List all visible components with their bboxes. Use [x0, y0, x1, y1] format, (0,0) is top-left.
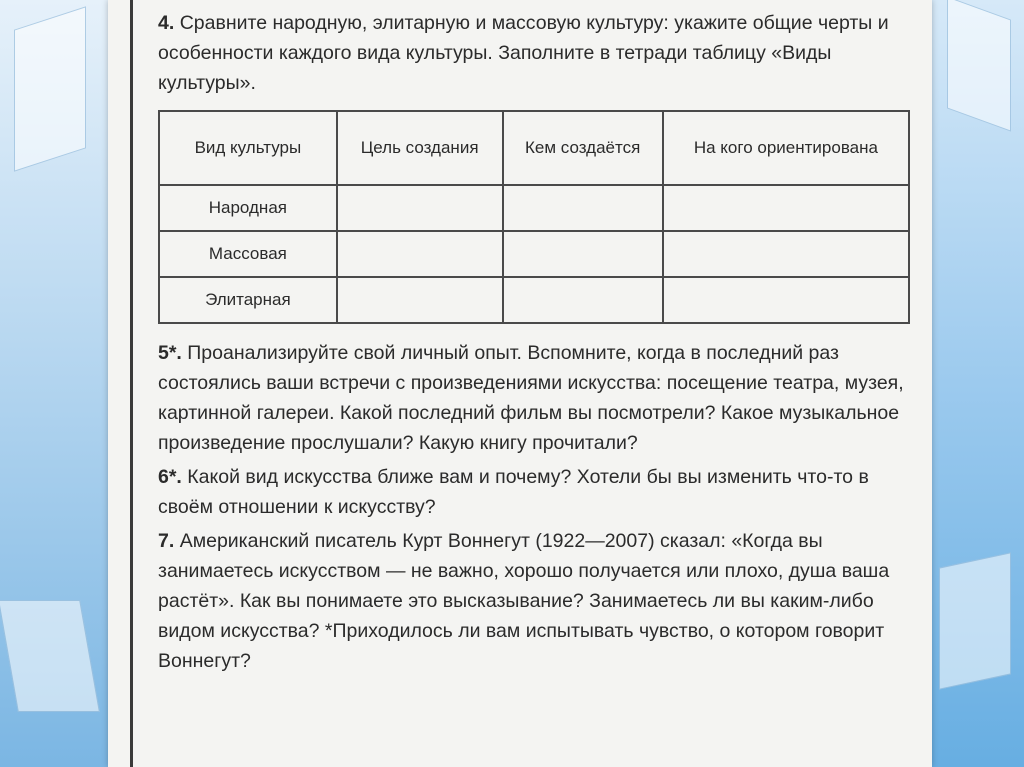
task-7 [158, 526, 920, 676]
column-header: Кем создаётся [503, 111, 663, 185]
table-cell [503, 231, 663, 277]
table-cell [663, 277, 909, 323]
decorative-shard [947, 0, 1011, 132]
task-6 [158, 462, 920, 522]
column-header: Вид культуры [159, 111, 337, 185]
decorative-shard [14, 6, 86, 171]
decorative-shard [939, 552, 1011, 689]
textbook-page [108, 0, 932, 767]
column-header: Цель создания [337, 111, 503, 185]
task-text: Какой вид искусства ближе вам и почему? Хотели бы вы изменить что-то в своём отношении к искусству? [158, 466, 869, 518]
table-cell [337, 231, 503, 277]
task-text: Сравните народную, элитарную и массовую культуру: укажите общие черты и особенности каждого вида культуры. Заполните в тетради таблицу «Виды культуры». [158, 12, 889, 94]
task-5 [158, 338, 920, 458]
left-decorative-panel [0, 0, 115, 767]
table-cell [337, 277, 503, 323]
decorative-shard [0, 600, 100, 712]
page-content [158, 8, 920, 676]
table-cell [663, 231, 909, 277]
task-number: 4. [158, 12, 175, 34]
task-number: 7. [158, 530, 175, 552]
table-cell: Народная [159, 185, 337, 231]
task-text: Американский писатель Курт Воннегут (1922—2007) сказал: «Когда вы занимаетесь искусством — не важно, хорошо получается или плохо, душа ваша растёт». Как вы понимаете это высказывание? Занимаетесь ли вы каким-либо видом искусства? *Приходилось ли вам испытывать чувство, о котором говорит Воннегут? [158, 530, 890, 672]
table-cell [503, 277, 663, 323]
culture-types-table [158, 110, 910, 324]
table-cell [337, 185, 503, 231]
margin-line [130, 0, 133, 767]
table-cell: Массовая [159, 231, 337, 277]
task-text: Проанализируйте свой личный опыт. Вспомните, когда в последний раз состоялись ваши встречи с произведениями искусства: посещение театра, музея, картинной галереи. Какой последний фильм вы посмотрели? Какое музыкальное произведение прослушали? Какую книгу прочитали? [158, 342, 904, 454]
task-number: 5*. [158, 342, 182, 364]
table-row [159, 231, 909, 277]
table-cell: Элитарная [159, 277, 337, 323]
table-row [159, 185, 909, 231]
right-decorative-panel [929, 0, 1024, 767]
table-cell [503, 185, 663, 231]
table-header-row [159, 111, 909, 185]
task-number: 6*. [158, 466, 182, 488]
column-header: На кого ориентирована [663, 111, 909, 185]
table-cell [663, 185, 909, 231]
table-row [159, 277, 909, 323]
task-4 [158, 8, 920, 98]
